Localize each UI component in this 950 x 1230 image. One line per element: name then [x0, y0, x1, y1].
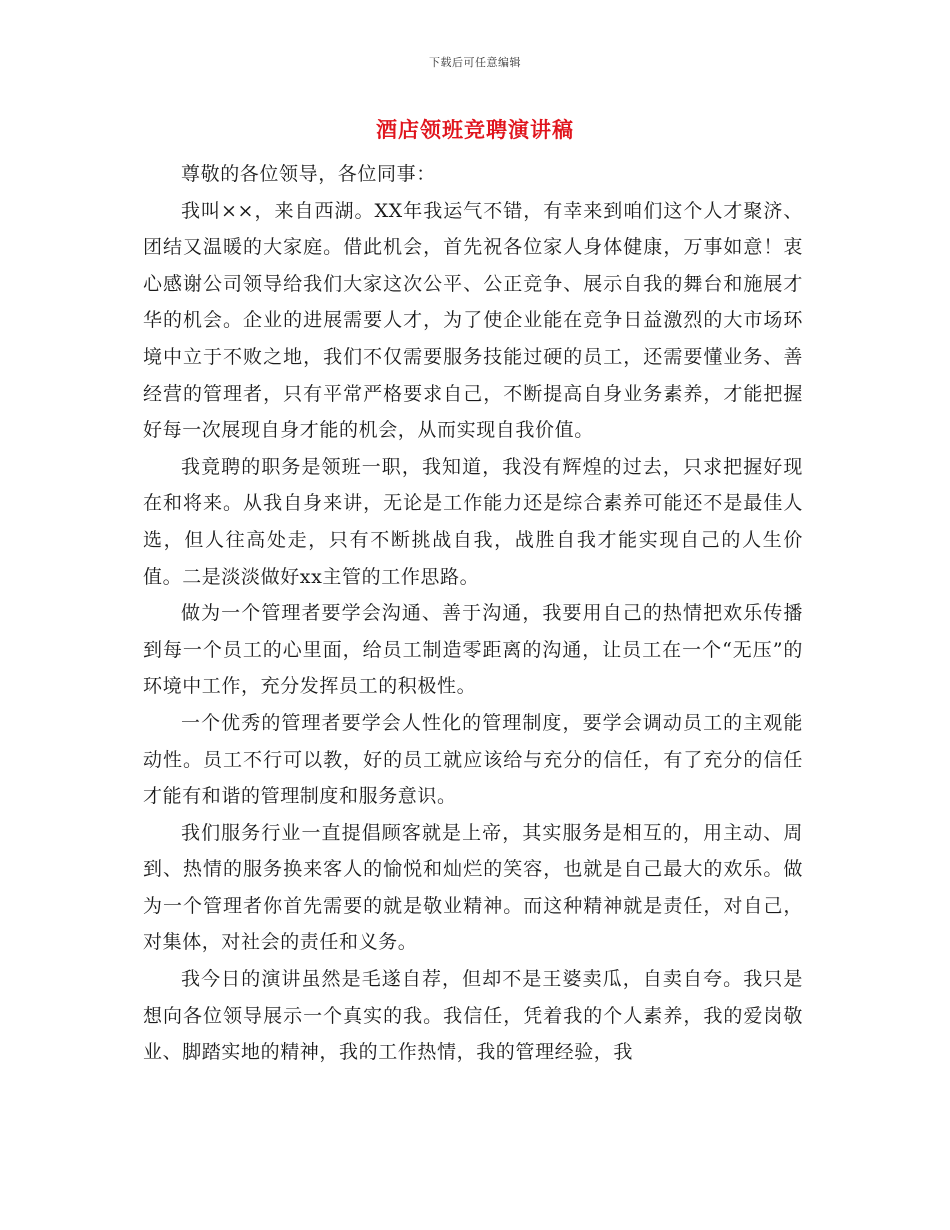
document-title: 酒店领班竞聘演讲稿	[376, 117, 574, 142]
paragraph-communication: 做为一个管理者要学会沟通、善于沟通，我要用自己的热情把欢乐传播到每一个员工的心里面，给员工制造零距离的沟通，让员工在一个“无压”的环境中工作，充分发挥员工的积极性。	[143, 602, 803, 698]
paragraph-position: 我竟聘的职务是领班一职，我知道，我没有辉煌的过去，只求把握好现在和将来。从我自身来讲，无论是工作能力还是综合素养可能还不是最佳人选，但人往高处走，只有不断挑战自我，战胜自我才能实现自己的人生价值。二是淡淡做好xx主管的工作思路。	[143, 455, 803, 588]
paragraph-management: 一个优秀的管理者要学会人性化的管理制度，要学会调动员工的主观能动性。员工不行可以教，好的员工就应该给与充分的信任，有了充分的信任才能有和谐的管理制度和服务意识。	[143, 711, 803, 808]
paragraph-conclusion: 我今日的演讲虽然是毛遂自荐，但却不是王婆卖瓜，自卖自夸。我只是想向各位领导展示一个真实的我。我信任，凭着我的个人素养，我的爱岗敬业、脚踏实地的精神，我的工作热情，我的管理经验，我	[143, 968, 803, 1064]
paragraph-service: 我们服务行业一直提倡顾客就是上帝，其实服务是相互的，用主动、周到、热情的服务换来客人的愉悦和灿烂的笑容，也就是自己最大的欢乐。做为一个管理者你首先需要的就是敬业精神。而这种精神就是责任，对自己，对集体，对社会的责任和义务。	[143, 821, 803, 954]
header-note: 下载后可任意编辑	[429, 56, 521, 69]
paragraph-salutation: 尊敬的各位领导，各位同事：	[181, 163, 436, 185]
paragraph-introduction: 我叫××，来自西湖。XX年我运气不错，有幸来到咱们这个人才聚济、团结又温暖的大家庭。借此机会，首先祝各位家人身体健康，万事如意！衷心感谢公司领导给我们大家这次公平、公正竞争、展示自我的舞台和施展才华的机会。企业的进展需要人才，为了使企业能在竞争日益激烈的大市场环境中立于不败之地，我们不仅需要服务技能过硬的员工，还需要懂业务、善经营的管理者，只有平常严格要求自己，不断提高自身业务素养，才能把握好每一次展现自身才能的机会，从而实现自我价值。	[143, 199, 803, 442]
document-body	[143, 156, 803, 1071]
